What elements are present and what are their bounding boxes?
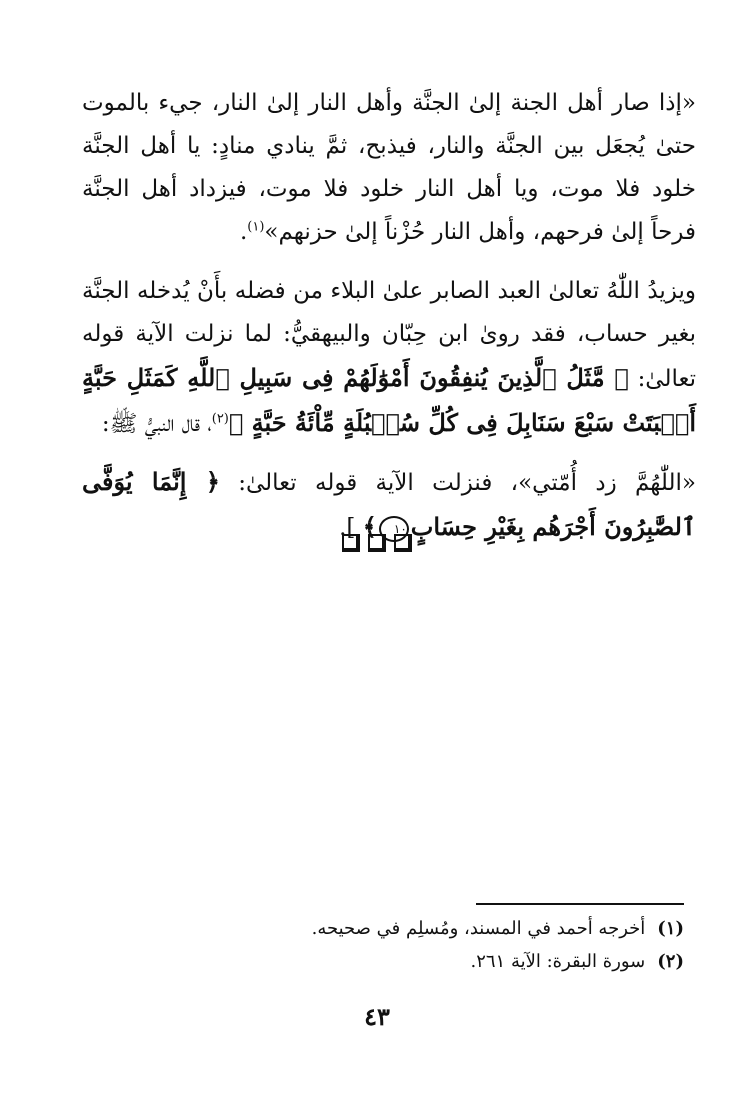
footnote-1: [124, 912, 684, 945]
footnote-text: سورة البقرة: الآية ٢٦١.: [470, 951, 646, 972]
footnote-2: [124, 945, 684, 978]
footnotes: [124, 912, 684, 978]
closing-bracket: ].: [339, 515, 356, 541]
square-ornament-icon: [342, 534, 360, 552]
paragraph-hadith: [82, 82, 696, 254]
footnote-divider: [476, 903, 684, 905]
footnote-number: (١): [657, 918, 684, 939]
page-number: ٤٣: [364, 1002, 390, 1031]
hadith-end: .: [239, 219, 248, 245]
prophet-said-text: ، قال النبيُّ ﷺ:: [101, 411, 212, 437]
ayah-number-icon: ١٠: [379, 516, 409, 542]
footnote-number: (٢): [657, 951, 684, 972]
quran-close-bracket: ﴾: [362, 512, 377, 541]
dua-text: «اللّٰهُمَّ زد أُمّتي»، فنزلت الآية قوله تعالىٰ:: [238, 470, 696, 496]
square-ornament-icon: [368, 534, 386, 552]
footnote-ref-1[interactable]: (١): [247, 219, 265, 235]
section-separator: [0, 534, 754, 552]
paragraph-virtue: [82, 270, 696, 446]
footnote-ref-2[interactable]: (٢): [211, 411, 229, 427]
hadith-text: «إذا صار أهل الجنة إلىٰ الجنَّة وأهل النار إلىٰ النار، جيء بالموت حتىٰ يُجعَل بين الجنَّة والنار، فيذبح، ثمَّ ينادي منادٍ: يا أهل الجنَّة خلود فلا موت، ويا أهل النار خلود فلا موت، فيزداد أهل الجنَّة فرحاً إلىٰ فرحهم، وأهل النار حُزْناً إلىٰ حزنهم»: [82, 90, 696, 245]
quran-verse-zumar: ﴿ إِنَّمَا يُوَفَّى ٱلصَّٰبِرُونَ أَجْرَهُم بِغَيْرِ حِسَابٍ: [82, 467, 696, 541]
footnote-text: أخرجه أحمد في المسند، ومُسلِم في صحيحه.: [311, 918, 646, 939]
square-ornament-icon: [394, 534, 412, 552]
body-text: [82, 82, 696, 550]
quran-verse-baqarah: ﴿ مَّثَلُ ٱلَّذِينَ يُنفِقُونَ أَمْوَٰلَهُمْ فِى سَبِيلِ ٱللَّهِ كَمَثَلِ حَبَّةٍ أَنۢبَتَتْ سَبْعَ سَنَابِلَ فِى كُلِّ سُنۢبُلَةٍ مِّاْئَةُ حَبَّةٍ ﴾: [82, 363, 696, 437]
virtue-text: ويزيدُ اللّٰهُ تعالىٰ العبد الصابر علىٰ البلاء من فضله بأَنْ يُدخله الجنَّة بغير حساب، فقد روىٰ ابن حِبّان والبيهقيُّ: لما نزلت الآية قوله تعالىٰ:: [82, 278, 696, 392]
